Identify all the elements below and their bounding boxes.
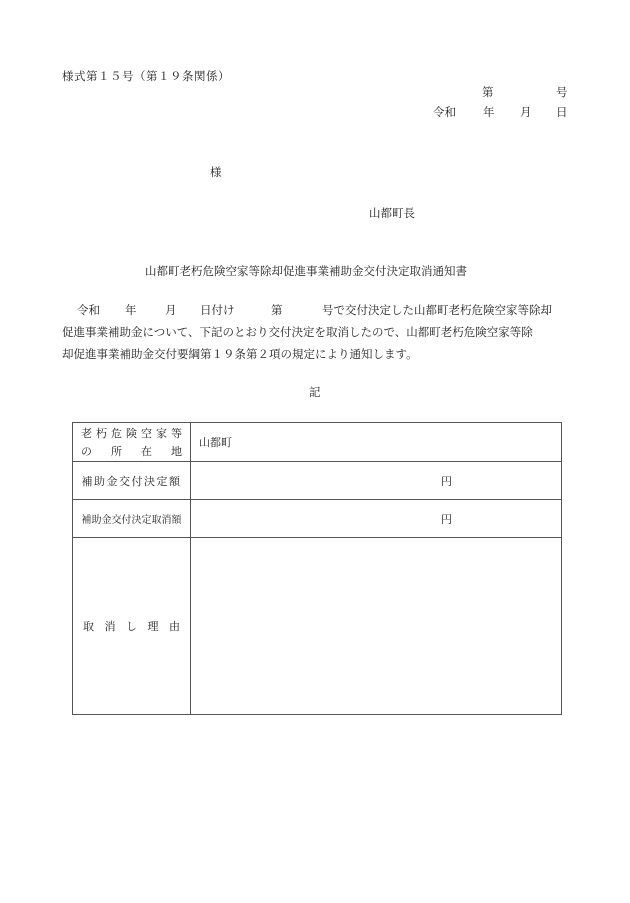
document-title: 山都町老朽危険空家等除却促進事業補助金交付決定取消通知書: [145, 264, 467, 278]
document-number-prefix: 第: [482, 85, 494, 99]
label-char: 険: [126, 427, 137, 440]
table-row-cancel-amount: [73, 500, 562, 538]
location-label: [73, 423, 191, 462]
ki-heading: 記: [309, 385, 321, 399]
body-number-prefix: 第: [271, 303, 283, 317]
issue-date-day: 日: [556, 105, 568, 119]
body-era: 令和: [77, 303, 100, 317]
label-char: 空: [141, 427, 152, 440]
issuer: 山都町長: [369, 206, 415, 220]
issue-date-era: 令和: [433, 105, 456, 119]
label-char: 地: [171, 445, 182, 458]
form-number: 様式第１５号（第１９条関係）: [62, 69, 230, 83]
issue-date-month: 月: [520, 105, 532, 119]
label-char: 危: [111, 427, 122, 440]
issue-date-year: 年: [483, 105, 495, 119]
grant-amount-label: 補助金交付決定額: [73, 462, 191, 500]
label-char: 家: [156, 427, 167, 440]
label-char: 老: [81, 427, 92, 440]
label-char: の: [81, 445, 92, 458]
label-char: 朽: [96, 427, 107, 440]
label-char: 消: [104, 620, 116, 633]
reason-label: [73, 538, 191, 715]
cancel-amount-value: 円: [191, 500, 562, 538]
table-row-grant-amount: [73, 462, 562, 500]
reason-value: [191, 538, 562, 715]
body-year: 年: [125, 303, 137, 317]
label-char: 由: [169, 620, 180, 633]
label-char: 所: [111, 445, 122, 458]
record-table: [72, 422, 562, 715]
body-line1-rest: 号で交付決定した山都町老朽危険空家等除却: [322, 303, 552, 317]
cancel-amount-label: 補助金交付決定取消額: [73, 500, 191, 538]
table-row-location: [73, 423, 562, 462]
body-date-suffix: 日付け: [200, 303, 235, 317]
body-line3: 却促進事業補助金交付要綱第１９条第２項の規定により通知します。: [62, 347, 418, 361]
label-char: し: [126, 620, 137, 633]
document-number-suffix: 号: [556, 85, 568, 99]
grant-amount-value: 円: [191, 462, 562, 500]
location-value: 山都町: [191, 423, 562, 462]
table-row-reason: [73, 538, 562, 715]
addressee-honorific: 様: [210, 165, 222, 179]
body-line2: 促進事業補助金について、下記のとおり交付決定を取消したので、山都町老朽危険空家等除: [62, 325, 533, 339]
label-char: 理: [147, 620, 159, 633]
label-char: 在: [141, 445, 152, 458]
body-month: 月: [165, 303, 177, 317]
label-char: 等: [171, 427, 182, 440]
label-char: 取: [83, 620, 94, 633]
